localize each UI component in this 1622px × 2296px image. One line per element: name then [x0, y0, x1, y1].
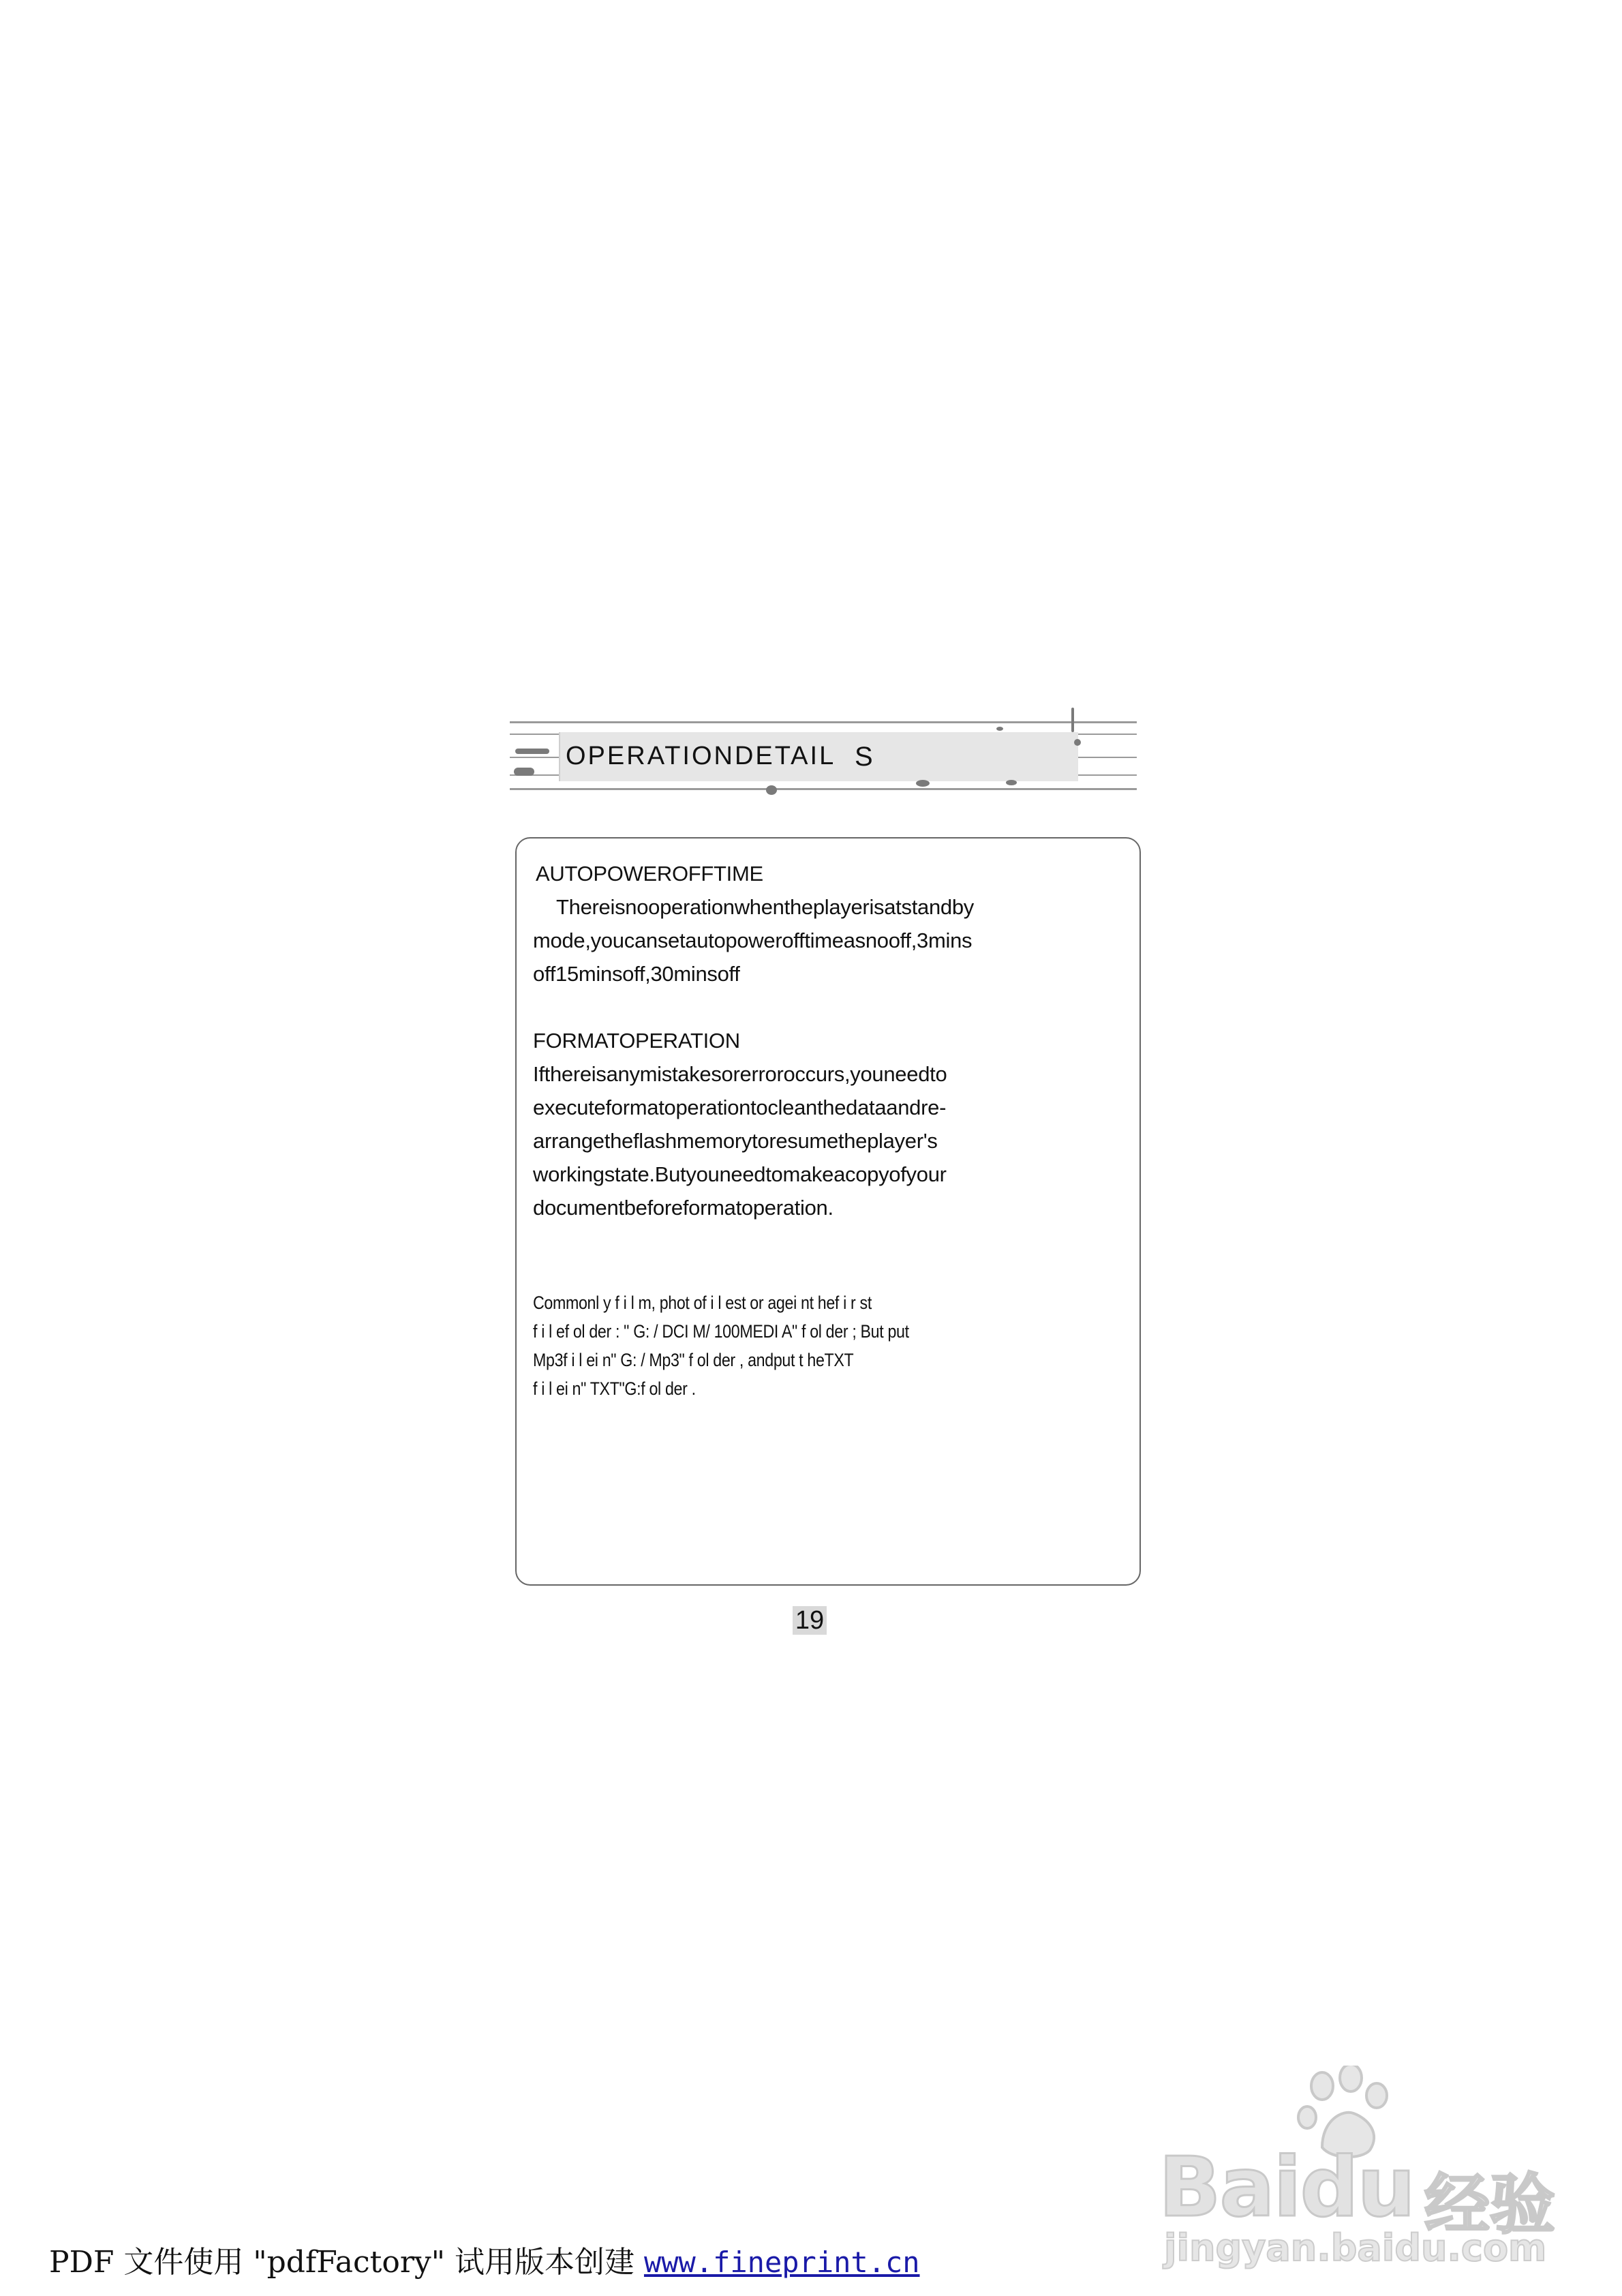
- body-text-line: Ifthereisanymistakesorerroroccurs,youneedto: [533, 1062, 947, 1086]
- section-heading-format-operation: FORMATOPERATION: [533, 1029, 740, 1053]
- page-title-suffix: S: [855, 742, 873, 772]
- music-note-icon: [996, 727, 1003, 731]
- pdf-footer: [49, 2237, 920, 2281]
- section-header-band: [510, 712, 1137, 792]
- note-text-line: f i l ef ol der : " G: / DCI M/ 100MEDI A" f ol der ; But put: [533, 1321, 909, 1342]
- note-text-line: Commonl y f i l m, phot of i l est or agei nt hef i r st: [533, 1293, 872, 1313]
- music-note-stem-icon: [1071, 708, 1074, 732]
- body-text-line: arrangetheflashmemorytoresumetheplayer's: [533, 1129, 938, 1153]
- footer-link[interactable]: www.fineprint.cn: [643, 2246, 920, 2279]
- music-note-icon: [916, 780, 930, 787]
- watermark-brand-bai: Bai: [1159, 2141, 1300, 2235]
- footer-text: PDF 文件使用 "pdfFactory" 试用版本创建: [49, 2245, 634, 2280]
- baidu-watermark: [1159, 2066, 1555, 2270]
- music-note-icon: [1006, 780, 1017, 785]
- body-text-line: executeformatoperationtocleanthedataandre-: [533, 1096, 947, 1119]
- header-staff-line: [510, 788, 1137, 790]
- watermark-brand-du: du: [1300, 2141, 1414, 2235]
- body-text-line: off15minsoff,30minsoff: [533, 962, 740, 986]
- body-text-line: mode,youcansetautopowerofftimeasnooff,3mins: [533, 928, 973, 952]
- section-heading-auto-power-off: AUTOPOWEROFFTIME: [536, 862, 763, 886]
- body-text-line: documentbeforeformatoperation.: [533, 1196, 833, 1220]
- page-number: 19: [793, 1606, 827, 1635]
- body-text-line: Thereisnooperationwhentheplayerisatstandby: [556, 895, 974, 919]
- note-text-line: Mp3f i l ei n" G: / Mp3" f ol der , andput t heTXT: [533, 1350, 854, 1370]
- music-note-icon: [1074, 739, 1081, 746]
- content-panel: [515, 837, 1141, 1586]
- music-note-icon: [515, 749, 549, 754]
- music-note-icon: [766, 785, 777, 795]
- page-title: OPERATIONDETAIL: [566, 742, 836, 770]
- music-note-icon: [514, 768, 534, 776]
- watermark-brand: [1159, 2141, 1414, 2235]
- watermark-domain: jingyan.baidu.com: [1164, 2226, 1547, 2269]
- body-text-line: workingstate.Butyouneedtomakeacopyofyour: [533, 1162, 947, 1186]
- header-staff-line: [510, 721, 1137, 723]
- watermark-brand-cn: 经验: [1424, 2166, 1555, 2243]
- note-text-line: f i l ei n" TXT"G:f ol der .: [533, 1378, 696, 1399]
